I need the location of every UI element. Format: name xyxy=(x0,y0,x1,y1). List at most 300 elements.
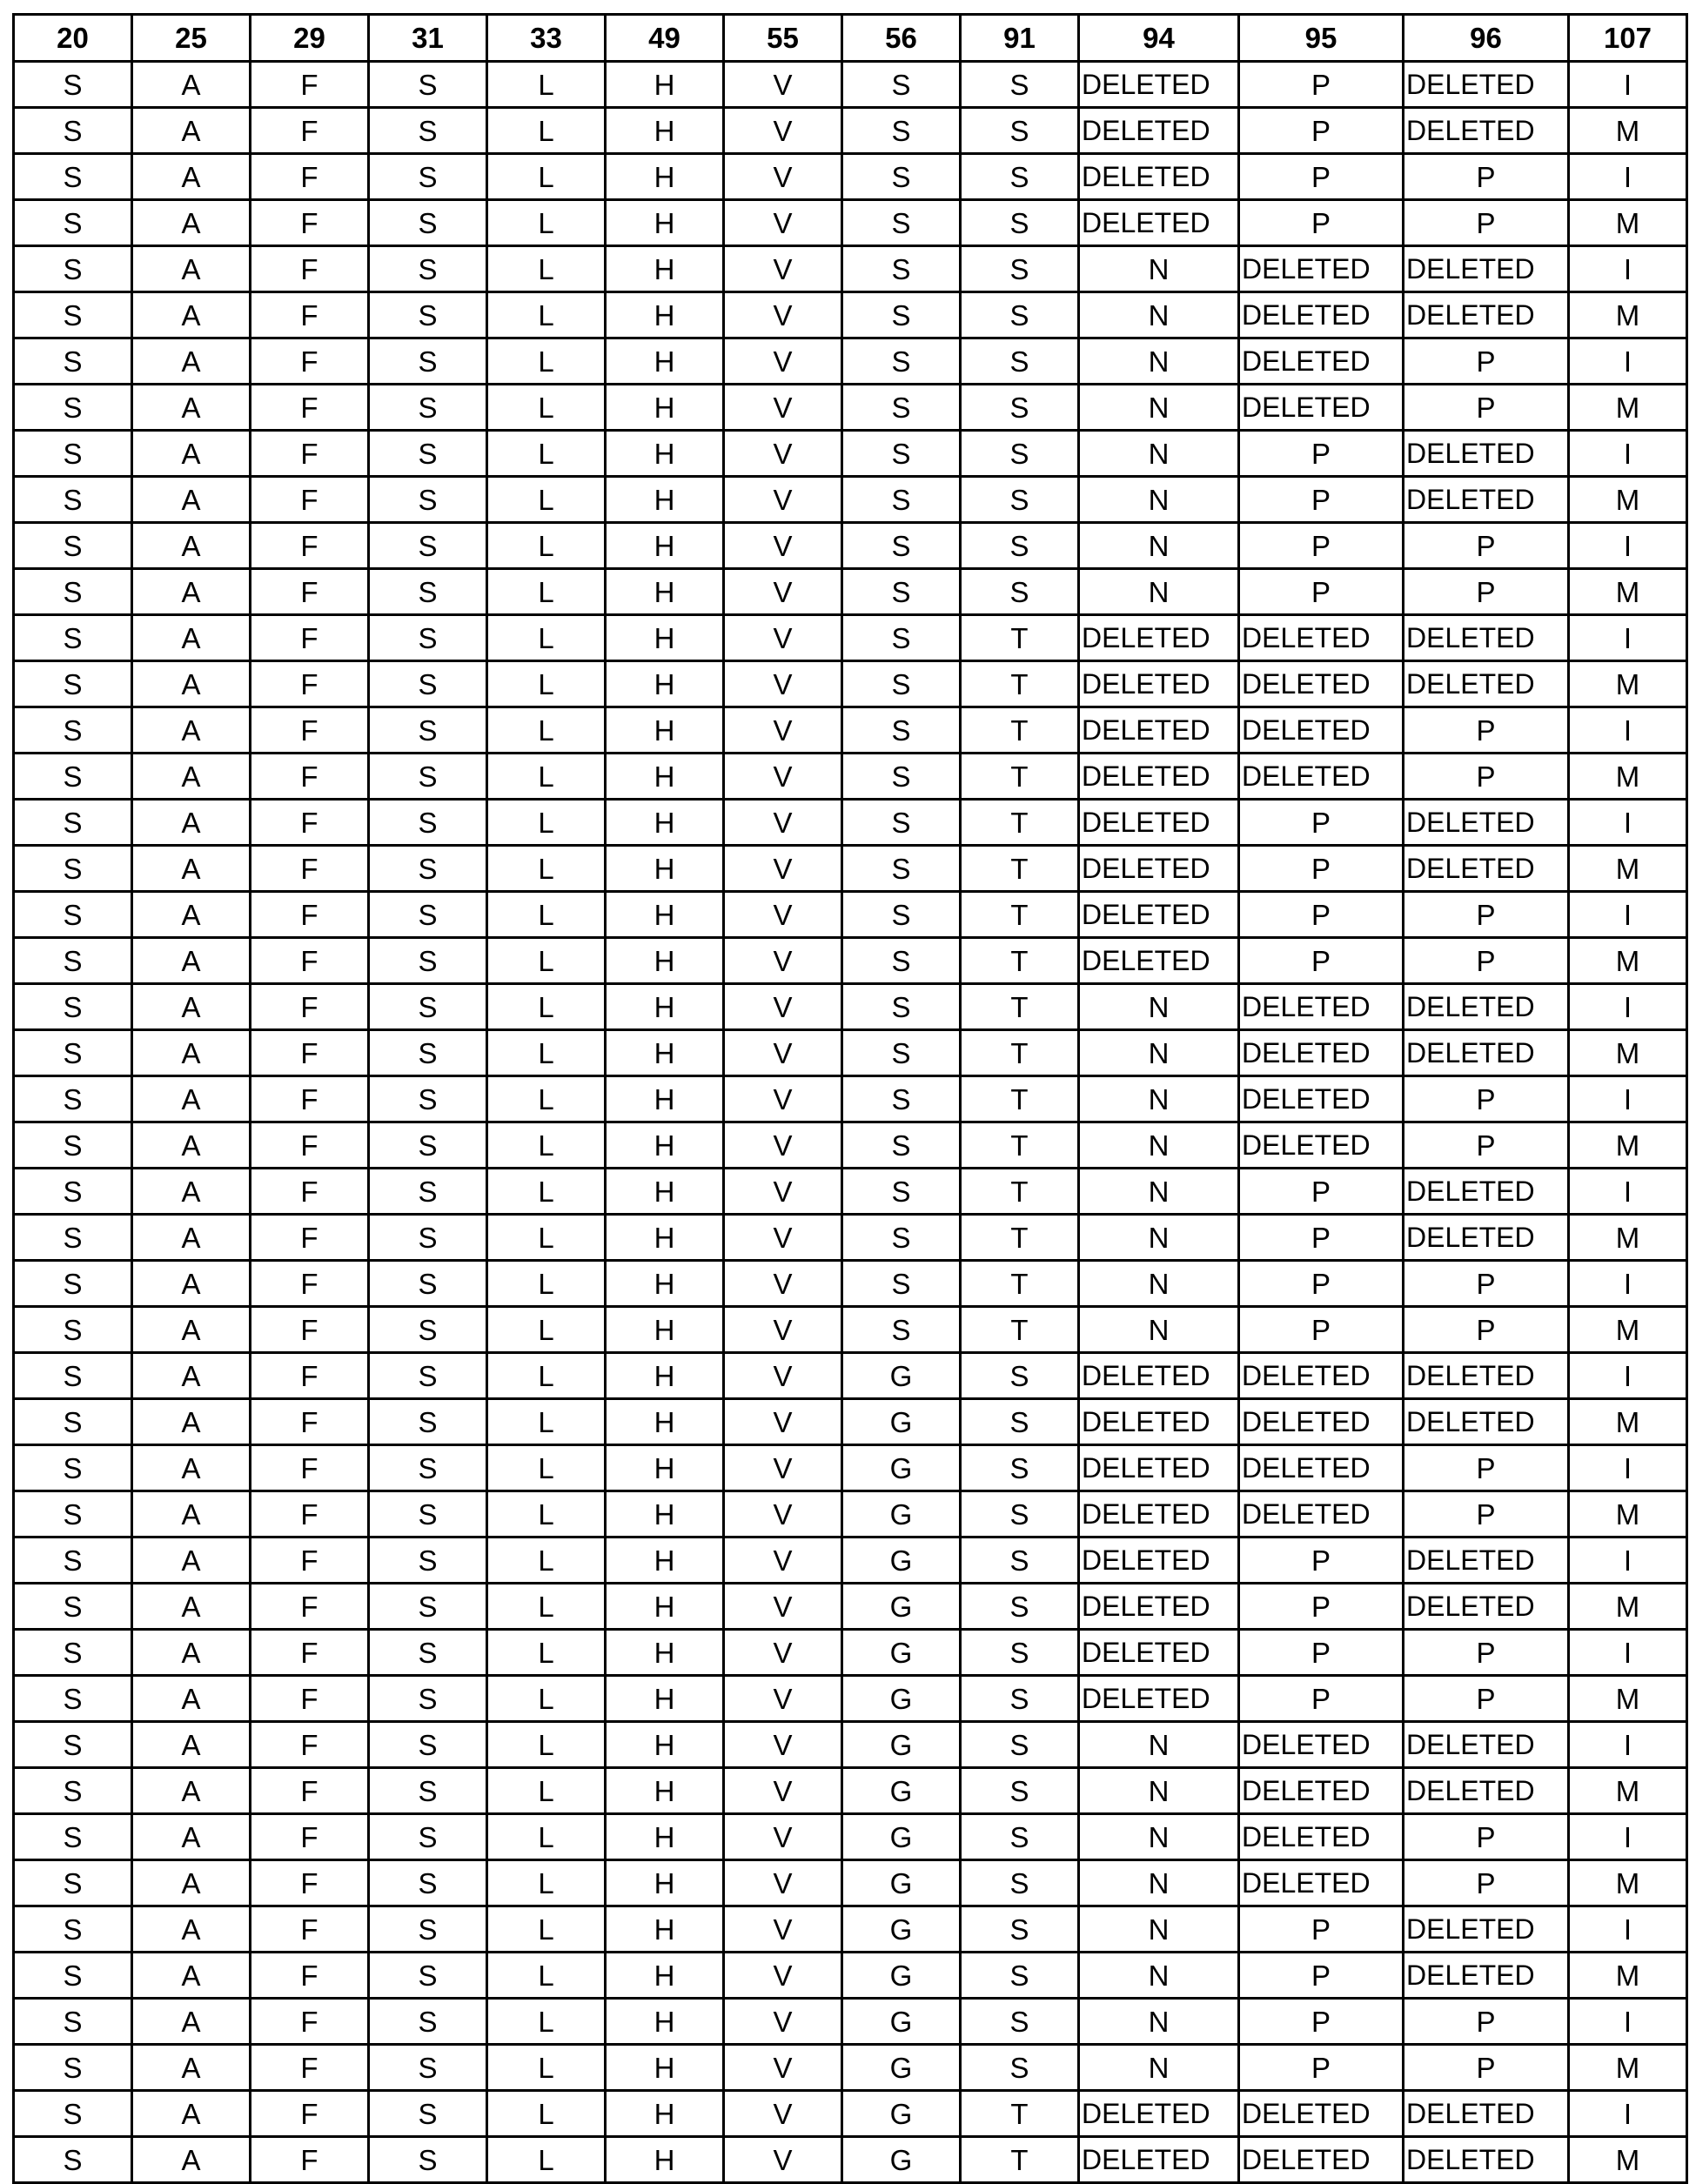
cell-position-56: S xyxy=(842,1261,961,1307)
cell-position-55: V xyxy=(724,2137,842,2183)
cell-position-29: F xyxy=(251,1538,369,1584)
column-header-107: 107 xyxy=(1569,15,1687,62)
cell-position-94: N xyxy=(1079,1860,1239,1906)
table-row xyxy=(14,1860,1687,1906)
cell-position-91: T xyxy=(961,1122,1079,1169)
cell-position-49: H xyxy=(606,892,724,938)
table-row xyxy=(14,200,1687,246)
cell-position-107: I xyxy=(1569,1999,1687,2045)
cell-position-29: F xyxy=(251,846,369,892)
cell-position-31: S xyxy=(369,938,487,984)
cell-position-49: H xyxy=(606,846,724,892)
cell-position-56: G xyxy=(842,1722,961,1768)
cell-position-20: S xyxy=(14,1445,132,1491)
cell-position-33: L xyxy=(487,1169,606,1215)
cell-position-107: I xyxy=(1569,154,1687,200)
cell-position-95: P xyxy=(1239,1630,1404,1676)
cell-position-33: L xyxy=(487,1953,606,1999)
cell-position-94: DELETED xyxy=(1079,1584,1239,1630)
cell-position-20: S xyxy=(14,984,132,1030)
cell-position-95: P xyxy=(1239,1261,1404,1307)
cell-position-29: F xyxy=(251,661,369,707)
cell-position-49: H xyxy=(606,1584,724,1630)
cell-position-56: S xyxy=(842,1030,961,1076)
cell-position-31: S xyxy=(369,108,487,154)
cell-position-107: I xyxy=(1569,707,1687,754)
cell-position-20: S xyxy=(14,892,132,938)
cell-position-96: DELETED xyxy=(1404,1584,1569,1630)
cell-position-91: T xyxy=(961,1030,1079,1076)
cell-position-29: F xyxy=(251,569,369,615)
cell-position-96: DELETED xyxy=(1404,1722,1569,1768)
cell-position-55: V xyxy=(724,108,842,154)
cell-position-55: V xyxy=(724,1215,842,1261)
cell-position-91: T xyxy=(961,2091,1079,2137)
cell-position-94: N xyxy=(1079,1814,1239,1860)
cell-position-33: L xyxy=(487,754,606,800)
cell-position-55: V xyxy=(724,1768,842,1814)
cell-position-55: V xyxy=(724,800,842,846)
cell-position-91: T xyxy=(961,2137,1079,2183)
cell-position-25: A xyxy=(132,1307,251,1353)
cell-position-95: P xyxy=(1239,1215,1404,1261)
cell-position-49: H xyxy=(606,292,724,338)
cell-position-96: P xyxy=(1404,200,1569,246)
table-row xyxy=(14,1768,1687,1814)
table-row xyxy=(14,892,1687,938)
cell-position-95: P xyxy=(1239,569,1404,615)
cell-position-33: L xyxy=(487,1768,606,1814)
cell-position-107: M xyxy=(1569,1953,1687,1999)
cell-position-91: T xyxy=(961,1307,1079,1353)
cell-position-91: S xyxy=(961,1953,1079,1999)
cell-position-96: DELETED xyxy=(1404,1768,1569,1814)
cell-position-33: L xyxy=(487,1906,606,1953)
cell-position-31: S xyxy=(369,1676,487,1722)
cell-position-55: V xyxy=(724,154,842,200)
cell-position-20: S xyxy=(14,338,132,385)
cell-position-33: L xyxy=(487,661,606,707)
cell-position-91: S xyxy=(961,1445,1079,1491)
cell-position-25: A xyxy=(132,1491,251,1538)
cell-position-107: I xyxy=(1569,1630,1687,1676)
cell-position-29: F xyxy=(251,523,369,569)
cell-position-29: F xyxy=(251,1860,369,1906)
cell-position-96: P xyxy=(1404,754,1569,800)
cell-position-107: M xyxy=(1569,2137,1687,2183)
cell-position-56: S xyxy=(842,1169,961,1215)
cell-position-95: P xyxy=(1239,1538,1404,1584)
column-header-96: 96 xyxy=(1404,15,1569,62)
cell-position-91: T xyxy=(961,1215,1079,1261)
cell-position-31: S xyxy=(369,2137,487,2183)
cell-position-25: A xyxy=(132,246,251,292)
cell-position-107: M xyxy=(1569,385,1687,431)
cell-position-94: DELETED xyxy=(1079,200,1239,246)
cell-position-55: V xyxy=(724,1307,842,1353)
cell-position-95: DELETED xyxy=(1239,2091,1404,2137)
cell-position-55: V xyxy=(724,338,842,385)
cell-position-94: N xyxy=(1079,1999,1239,2045)
table-row xyxy=(14,615,1687,661)
table-row xyxy=(14,1215,1687,1261)
cell-position-20: S xyxy=(14,615,132,661)
cell-position-25: A xyxy=(132,2045,251,2091)
cell-position-25: A xyxy=(132,385,251,431)
cell-position-31: S xyxy=(369,1261,487,1307)
cell-position-29: F xyxy=(251,938,369,984)
cell-position-49: H xyxy=(606,800,724,846)
cell-position-94: N xyxy=(1079,338,1239,385)
cell-position-107: I xyxy=(1569,615,1687,661)
cell-position-94: DELETED xyxy=(1079,754,1239,800)
cell-position-107: I xyxy=(1569,1814,1687,1860)
cell-position-91: S xyxy=(961,1768,1079,1814)
cell-position-20: S xyxy=(14,1630,132,1676)
cell-position-56: S xyxy=(842,569,961,615)
cell-position-31: S xyxy=(369,523,487,569)
cell-position-91: S xyxy=(961,1676,1079,1722)
cell-position-91: S xyxy=(961,1722,1079,1768)
cell-position-107: M xyxy=(1569,938,1687,984)
cell-position-55: V xyxy=(724,569,842,615)
table-row xyxy=(14,1491,1687,1538)
cell-position-29: F xyxy=(251,385,369,431)
cell-position-20: S xyxy=(14,1169,132,1215)
cell-position-20: S xyxy=(14,1953,132,1999)
cell-position-29: F xyxy=(251,1261,369,1307)
cell-position-94: DELETED xyxy=(1079,1630,1239,1676)
cell-position-29: F xyxy=(251,2137,369,2183)
cell-position-33: L xyxy=(487,1814,606,1860)
cell-position-31: S xyxy=(369,385,487,431)
cell-position-95: DELETED xyxy=(1239,338,1404,385)
cell-position-49: H xyxy=(606,1722,724,1768)
cell-position-94: N xyxy=(1079,1076,1239,1122)
table-row xyxy=(14,108,1687,154)
cell-position-56: G xyxy=(842,2091,961,2137)
cell-position-31: S xyxy=(369,1076,487,1122)
cell-position-55: V xyxy=(724,523,842,569)
cell-position-96: DELETED xyxy=(1404,1169,1569,1215)
cell-position-49: H xyxy=(606,938,724,984)
cell-position-55: V xyxy=(724,292,842,338)
cell-position-56: G xyxy=(842,1584,961,1630)
cell-position-56: G xyxy=(842,1538,961,1584)
cell-position-31: S xyxy=(369,1215,487,1261)
cell-position-29: F xyxy=(251,1722,369,1768)
cell-position-95: DELETED xyxy=(1239,1491,1404,1538)
cell-position-55: V xyxy=(724,1261,842,1307)
cell-position-49: H xyxy=(606,385,724,431)
table-row xyxy=(14,1353,1687,1399)
cell-position-33: L xyxy=(487,1399,606,1445)
cell-position-55: V xyxy=(724,1169,842,1215)
cell-position-49: H xyxy=(606,2091,724,2137)
cell-position-95: P xyxy=(1239,1584,1404,1630)
cell-position-20: S xyxy=(14,1307,132,1353)
cell-position-95: DELETED xyxy=(1239,615,1404,661)
cell-position-31: S xyxy=(369,1906,487,1953)
cell-position-33: L xyxy=(487,892,606,938)
cell-position-20: S xyxy=(14,246,132,292)
cell-position-96: P xyxy=(1404,2045,1569,2091)
cell-position-29: F xyxy=(251,1215,369,1261)
cell-position-96: P xyxy=(1404,569,1569,615)
cell-position-49: H xyxy=(606,615,724,661)
table-row xyxy=(14,1169,1687,1215)
cell-position-56: S xyxy=(842,62,961,108)
cell-position-107: M xyxy=(1569,200,1687,246)
cell-position-31: S xyxy=(369,1169,487,1215)
cell-position-91: T xyxy=(961,707,1079,754)
cell-position-56: S xyxy=(842,615,961,661)
cell-position-20: S xyxy=(14,1860,132,1906)
cell-position-95: DELETED xyxy=(1239,1353,1404,1399)
cell-position-29: F xyxy=(251,431,369,477)
cell-position-94: N xyxy=(1079,1122,1239,1169)
cell-position-96: DELETED xyxy=(1404,661,1569,707)
cell-position-25: A xyxy=(132,338,251,385)
table-row xyxy=(14,1261,1687,1307)
cell-position-96: DELETED xyxy=(1404,246,1569,292)
cell-position-55: V xyxy=(724,431,842,477)
cell-position-107: M xyxy=(1569,1122,1687,1169)
cell-position-91: T xyxy=(961,1261,1079,1307)
cell-position-94: N xyxy=(1079,431,1239,477)
cell-position-95: DELETED xyxy=(1239,754,1404,800)
cell-position-56: S xyxy=(842,292,961,338)
cell-position-94: DELETED xyxy=(1079,1676,1239,1722)
cell-position-96: P xyxy=(1404,1307,1569,1353)
cell-position-55: V xyxy=(724,846,842,892)
cell-position-55: V xyxy=(724,1538,842,1584)
cell-position-33: L xyxy=(487,1215,606,1261)
cell-position-25: A xyxy=(132,569,251,615)
cell-position-107: M xyxy=(1569,1030,1687,1076)
cell-position-55: V xyxy=(724,385,842,431)
cell-position-91: S xyxy=(961,385,1079,431)
cell-position-107: I xyxy=(1569,1353,1687,1399)
cell-position-96: DELETED xyxy=(1404,1399,1569,1445)
cell-position-95: DELETED xyxy=(1239,1076,1404,1122)
cell-position-20: S xyxy=(14,1353,132,1399)
cell-position-94: DELETED xyxy=(1079,2091,1239,2137)
cell-position-107: I xyxy=(1569,62,1687,108)
cell-position-56: G xyxy=(842,1814,961,1860)
cell-position-91: S xyxy=(961,1491,1079,1538)
cell-position-25: A xyxy=(132,2137,251,2183)
cell-position-20: S xyxy=(14,477,132,523)
cell-position-56: G xyxy=(842,1353,961,1399)
cell-position-96: DELETED xyxy=(1404,1353,1569,1399)
table-row xyxy=(14,938,1687,984)
cell-position-91: T xyxy=(961,846,1079,892)
cell-position-25: A xyxy=(132,1076,251,1122)
cell-position-96: DELETED xyxy=(1404,1953,1569,1999)
cell-position-49: H xyxy=(606,1261,724,1307)
cell-position-91: S xyxy=(961,338,1079,385)
cell-position-25: A xyxy=(132,477,251,523)
cell-position-55: V xyxy=(724,754,842,800)
cell-position-20: S xyxy=(14,1538,132,1584)
cell-position-31: S xyxy=(369,1630,487,1676)
cell-position-56: G xyxy=(842,1630,961,1676)
cell-position-49: H xyxy=(606,661,724,707)
cell-position-31: S xyxy=(369,292,487,338)
cell-position-91: S xyxy=(961,292,1079,338)
cell-position-95: P xyxy=(1239,1676,1404,1722)
cell-position-94: N xyxy=(1079,477,1239,523)
cell-position-33: L xyxy=(487,1538,606,1584)
cell-position-96: P xyxy=(1404,707,1569,754)
cell-position-95: DELETED xyxy=(1239,1722,1404,1768)
cell-position-49: H xyxy=(606,1307,724,1353)
cell-position-55: V xyxy=(724,1676,842,1722)
cell-position-94: N xyxy=(1079,523,1239,569)
cell-position-91: S xyxy=(961,62,1079,108)
cell-position-55: V xyxy=(724,1491,842,1538)
cell-position-95: DELETED xyxy=(1239,1030,1404,1076)
cell-position-49: H xyxy=(606,1399,724,1445)
cell-position-31: S xyxy=(369,615,487,661)
cell-position-56: S xyxy=(842,1215,961,1261)
cell-position-31: S xyxy=(369,892,487,938)
cell-position-96: P xyxy=(1404,154,1569,200)
cell-position-31: S xyxy=(369,984,487,1030)
cell-position-25: A xyxy=(132,1814,251,1860)
cell-position-49: H xyxy=(606,1215,724,1261)
cell-position-49: H xyxy=(606,338,724,385)
cell-position-94: N xyxy=(1079,569,1239,615)
cell-position-49: H xyxy=(606,1630,724,1676)
cell-position-91: S xyxy=(961,1860,1079,1906)
cell-position-56: G xyxy=(842,1768,961,1814)
cell-position-33: L xyxy=(487,2045,606,2091)
cell-position-49: H xyxy=(606,477,724,523)
cell-position-107: I xyxy=(1569,984,1687,1030)
cell-position-95: P xyxy=(1239,62,1404,108)
cell-position-49: H xyxy=(606,1169,724,1215)
cell-position-33: L xyxy=(487,846,606,892)
cell-position-29: F xyxy=(251,984,369,1030)
cell-position-49: H xyxy=(606,1353,724,1399)
cell-position-107: I xyxy=(1569,1076,1687,1122)
cell-position-20: S xyxy=(14,1722,132,1768)
cell-position-20: S xyxy=(14,200,132,246)
cell-position-95: P xyxy=(1239,800,1404,846)
cell-position-94: DELETED xyxy=(1079,1353,1239,1399)
column-header-29: 29 xyxy=(251,15,369,62)
cell-position-25: A xyxy=(132,1261,251,1307)
cell-position-31: S xyxy=(369,1814,487,1860)
cell-position-56: S xyxy=(842,338,961,385)
cell-position-33: L xyxy=(487,246,606,292)
cell-position-49: H xyxy=(606,984,724,1030)
cell-position-91: S xyxy=(961,523,1079,569)
cell-position-20: S xyxy=(14,1999,132,2045)
cell-position-107: M xyxy=(1569,1860,1687,1906)
cell-position-56: G xyxy=(842,2137,961,2183)
cell-position-96: P xyxy=(1404,1814,1569,1860)
cell-position-94: N xyxy=(1079,1953,1239,1999)
cell-position-29: F xyxy=(251,292,369,338)
cell-position-56: S xyxy=(842,1122,961,1169)
cell-position-107: M xyxy=(1569,108,1687,154)
cell-position-29: F xyxy=(251,1169,369,1215)
cell-position-56: S xyxy=(842,892,961,938)
cell-position-94: N xyxy=(1079,292,1239,338)
cell-position-91: T xyxy=(961,800,1079,846)
cell-position-55: V xyxy=(724,1445,842,1491)
cell-position-95: DELETED xyxy=(1239,984,1404,1030)
cell-position-25: A xyxy=(132,1676,251,1722)
cell-position-107: M xyxy=(1569,1491,1687,1538)
table-row xyxy=(14,707,1687,754)
cell-position-96: DELETED xyxy=(1404,431,1569,477)
cell-position-20: S xyxy=(14,1122,132,1169)
cell-position-25: A xyxy=(132,800,251,846)
cell-position-107: M xyxy=(1569,569,1687,615)
cell-position-20: S xyxy=(14,754,132,800)
cell-position-29: F xyxy=(251,108,369,154)
cell-position-94: N xyxy=(1079,1169,1239,1215)
cell-position-31: S xyxy=(369,1445,487,1491)
cell-position-94: N xyxy=(1079,1215,1239,1261)
cell-position-49: H xyxy=(606,1676,724,1722)
cell-position-25: A xyxy=(132,615,251,661)
cell-position-20: S xyxy=(14,1491,132,1538)
cell-position-33: L xyxy=(487,1584,606,1630)
table-row xyxy=(14,477,1687,523)
cell-position-94: N xyxy=(1079,1722,1239,1768)
cell-position-94: N xyxy=(1079,1906,1239,1953)
cell-position-33: L xyxy=(487,1676,606,1722)
cell-position-31: S xyxy=(369,707,487,754)
cell-position-95: P xyxy=(1239,523,1404,569)
cell-position-29: F xyxy=(251,154,369,200)
cell-position-94: DELETED xyxy=(1079,661,1239,707)
table-row xyxy=(14,846,1687,892)
cell-position-25: A xyxy=(132,1722,251,1768)
cell-position-33: L xyxy=(487,2091,606,2137)
cell-position-96: P xyxy=(1404,1630,1569,1676)
cell-position-91: T xyxy=(961,615,1079,661)
cell-position-96: DELETED xyxy=(1404,1538,1569,1584)
cell-position-20: S xyxy=(14,2137,132,2183)
cell-position-29: F xyxy=(251,754,369,800)
cell-position-49: H xyxy=(606,1906,724,1953)
cell-position-33: L xyxy=(487,108,606,154)
cell-position-33: L xyxy=(487,1860,606,1906)
cell-position-91: S xyxy=(961,1814,1079,1860)
table-row xyxy=(14,338,1687,385)
cell-position-20: S xyxy=(14,1399,132,1445)
cell-position-56: G xyxy=(842,1953,961,1999)
cell-position-95: P xyxy=(1239,846,1404,892)
cell-position-96: DELETED xyxy=(1404,2137,1569,2183)
cell-position-96: P xyxy=(1404,1860,1569,1906)
cell-position-29: F xyxy=(251,1906,369,1953)
cell-position-107: M xyxy=(1569,1307,1687,1353)
cell-position-107: I xyxy=(1569,1445,1687,1491)
cell-position-33: L xyxy=(487,1999,606,2045)
cell-position-49: H xyxy=(606,154,724,200)
cell-position-25: A xyxy=(132,1215,251,1261)
cell-position-20: S xyxy=(14,846,132,892)
cell-position-31: S xyxy=(369,338,487,385)
cell-position-107: M xyxy=(1569,292,1687,338)
